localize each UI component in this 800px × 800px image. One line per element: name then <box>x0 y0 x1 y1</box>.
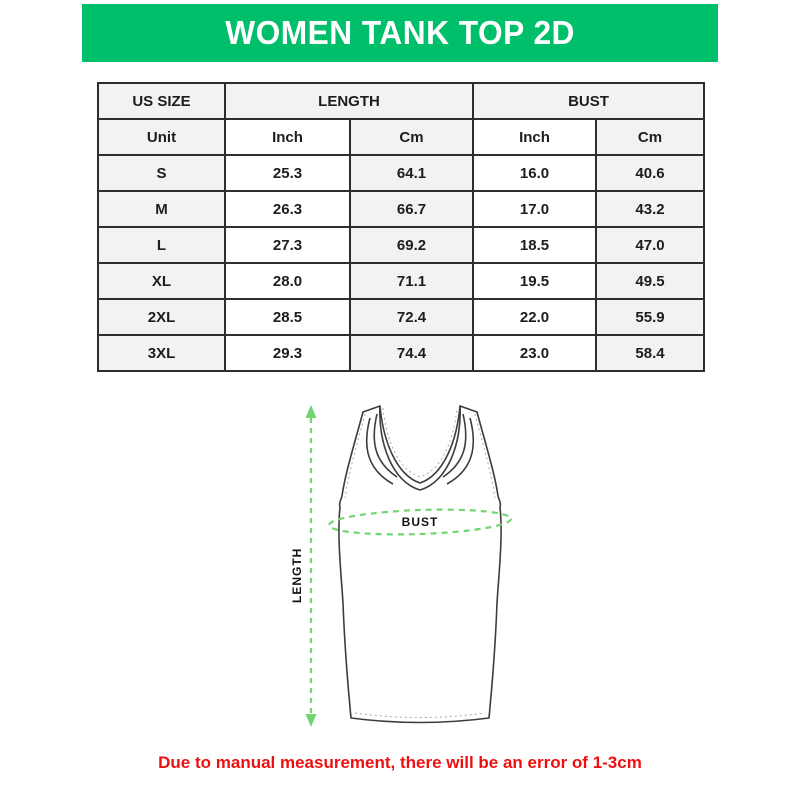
garment-outline-icon <box>339 406 501 723</box>
measurement-note: Due to manual measurement, there will be an error of 1-3cm <box>158 753 642 772</box>
size-cell: 2XL <box>98 299 225 335</box>
col-header-bust: BUST <box>473 83 704 119</box>
bust-cm-cell: 55.9 <box>596 299 704 335</box>
length-inch-cell: 27.3 <box>225 227 350 263</box>
bust-cm-cell: 40.6 <box>596 155 704 191</box>
length-inch-cell: 29.3 <box>225 335 350 371</box>
length-inch-cell: 26.3 <box>225 191 350 227</box>
size-cell: L <box>98 227 225 263</box>
length-measure-arrow <box>306 405 317 727</box>
length-inch-header: Inch <box>225 119 350 155</box>
bust-inch-cell: 17.0 <box>473 191 596 227</box>
col-header-us-size: US SIZE <box>98 83 225 119</box>
table-row-xl <box>98 263 704 299</box>
bust-cm-header: Cm <box>596 119 704 155</box>
tank-top-drawing <box>275 396 575 744</box>
title-banner <box>82 4 718 62</box>
table-row-m <box>98 191 704 227</box>
length-cm-cell: 64.1 <box>350 155 473 191</box>
page-title: WOMEN TANK TOP 2D <box>225 14 575 51</box>
table-row-3xl <box>98 335 704 371</box>
length-label: LENGTH <box>290 547 304 603</box>
size-table <box>97 82 705 372</box>
size-cell: XL <box>98 263 225 299</box>
length-cm-cell: 69.2 <box>350 227 473 263</box>
length-inch-cell: 25.3 <box>225 155 350 191</box>
table-row-l <box>98 227 704 263</box>
bust-cm-cell: 43.2 <box>596 191 704 227</box>
bust-cm-cell: 49.5 <box>596 263 704 299</box>
unit-label-cell: Unit <box>98 119 225 155</box>
bust-inch-cell: 19.5 <box>473 263 596 299</box>
bust-cm-cell: 58.4 <box>596 335 704 371</box>
length-cm-header: Cm <box>350 119 473 155</box>
unit-header-row <box>98 119 704 155</box>
table-row-2xl <box>98 299 704 335</box>
table-header-row <box>98 83 704 119</box>
bust-inch-cell: 18.5 <box>473 227 596 263</box>
size-cell: M <box>98 191 225 227</box>
size-cell: 3XL <box>98 335 225 371</box>
bust-label: BUST <box>401 515 439 529</box>
bust-cm-cell: 47.0 <box>596 227 704 263</box>
length-cm-cell: 71.1 <box>350 263 473 299</box>
length-cm-cell: 72.4 <box>350 299 473 335</box>
length-cm-cell: 74.4 <box>350 335 473 371</box>
bust-inch-cell: 23.0 <box>473 335 596 371</box>
length-inch-cell: 28.5 <box>225 299 350 335</box>
col-header-length: LENGTH <box>225 83 473 119</box>
size-cell: S <box>98 155 225 191</box>
length-inch-cell: 28.0 <box>225 263 350 299</box>
bust-inch-cell: 22.0 <box>473 299 596 335</box>
length-cm-cell: 66.7 <box>350 191 473 227</box>
bust-inch-header: Inch <box>473 119 596 155</box>
table-row-s <box>98 155 704 191</box>
bust-inch-cell: 16.0 <box>473 155 596 191</box>
tank-top-diagram <box>275 396 575 744</box>
